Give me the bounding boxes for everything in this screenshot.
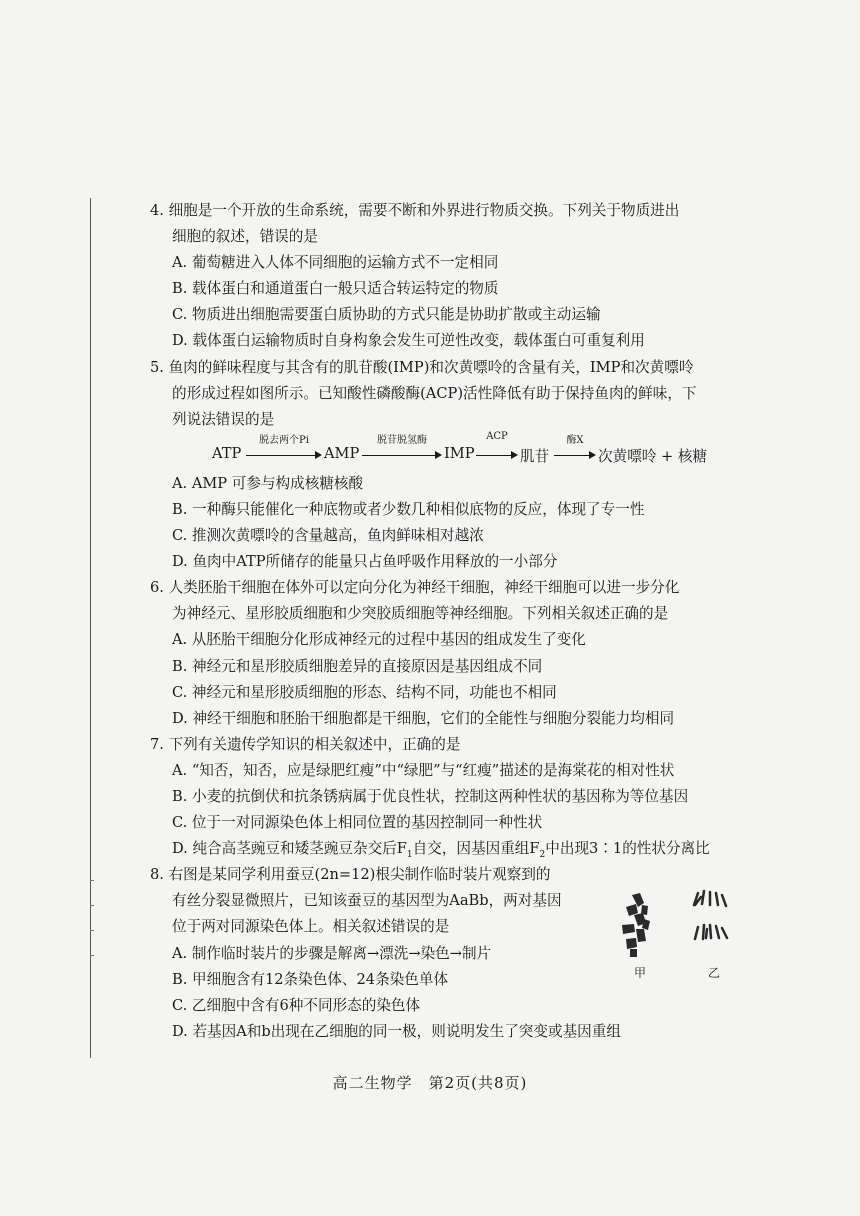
option-b: B. 一种酶只能催化一种底物或者少数几种相似底物的反应，体现了专一性 [172,500,645,518]
option-d: D. 若基因A和b出现在乙细胞的同一极，则说明发生了突变或基因重组 [172,1022,621,1040]
question-4 [150,198,790,355]
option-b: B. 小麦的抗倒伏和抗条锈病属于优良性状，控制这两种性状的基因称为等位基因 [172,787,689,805]
question-stem: 4. 细胞是一个开放的生命系统，需要不断和外界进行物质交换。下列关于物质进出 [150,202,680,219]
margin-tick [90,880,94,881]
arrow-label: 酶X [566,434,584,446]
subscript: 1 [406,850,413,861]
question-6 [150,575,790,732]
option-d: D. 神经干细胞和胚胎干细胞都是干细胞，它们的全能性与细胞分裂能力均相同 [172,709,675,727]
option-a: A. AMP 可参与构成核糖核酸 [172,474,364,492]
label-jia: 甲 [634,966,647,980]
question-stem: 有丝分裂显微照片，已知该蚕豆的基因型为AaBb，两对基因 [172,892,562,910]
option-b: B. 甲细胞含有12条染色体、24条染色单体 [172,970,449,988]
option-b: B. 神经元和星形胶质细胞差异的直接原因是基因组成不同 [172,657,543,675]
page-footer: 高二生物学 第2页(共8页) [332,1074,528,1092]
option-c: C. 乙细胞中含有6种不同形态的染色体 [172,996,421,1014]
question-stem: 5. 鱼肉的鲜味程度与其含有的肌苷酸(IMP)和次黄嘌呤的含量有关，IMP和次黄嘌呤 [150,358,694,376]
option-a: A. 制作临时装片的步骤是解离→漂洗→染色→制片 [172,944,492,962]
option-d: D. 鱼肉中ATP所储存的能量只占鱼呼吸作用释放的一小部分 [172,553,558,571]
option-text: 自交，因基因重组F [412,840,540,858]
node-inosine: 肌苷 [520,447,550,465]
node-products: 次黄嘌呤 + 核糖 [598,447,708,465]
label-yi: 乙 [708,966,721,980]
option-c: C. 推测次黄嘌呤的含量越高，鱼肉鲜味相对越浓 [172,527,484,545]
option-text: 中出现3∶1的性状分离比 [545,840,710,858]
question-stem: 7. 下列有关遗传学知识的相关叙述中，正确的是 [150,735,461,753]
option-c: C. 物质进出细胞需要蛋白质协助的方式只能是协助扩散或主动运输 [172,306,601,324]
question-7 [150,732,790,862]
option-text: D. 纯合高茎豌豆和矮茎豌豆杂交后F [172,840,407,858]
option-a: A. “知否，知否，应是绿肥红瘦”中“绿肥”与“红瘦”描述的是海棠花的相对性状 [172,761,675,779]
question-stem: 6. 人类胚胎干细胞在体外可以定向分化为神经干细胞，神经干细胞可以进一步分化 [150,579,680,597]
arrow-label: ACP [486,430,508,442]
subscript: 2 [539,850,546,861]
reaction-pathway [150,430,790,471]
margin-line [90,198,91,1058]
chromosome-micrograph [612,885,762,980]
margin-tick [90,955,94,956]
question-5 [150,355,790,576]
question-stem: 列说法错误的是 [172,410,275,428]
cell-jia-chromosomes [622,893,650,957]
question-stem: 细胞的叙述，错误的是 [172,228,318,246]
option-b: B. 载体蛋白和通道蛋白一般只适合转运特定的物质 [172,280,499,298]
question-stem: 的形成过程如图所示。已知酸性磷酸酶(ACP)活性降低有助于保持鱼肉的鲜味，下 [172,384,697,402]
micrograph-figure [612,885,762,980]
option-d: D. 载体蛋白运输物质时自身构象会发生可逆性改变，载体蛋白可重复利用 [172,332,645,350]
option-a: A. 从胚胎干细胞分化形成神经元的过程中基因的组成发生了变化 [172,631,586,649]
question-stem: 位于两对同源染色体上。相关叙述错误的是 [172,918,450,936]
cell-yi-chromosomes [694,891,727,939]
node-amp: AMP [324,444,360,462]
question-stem: 为神经元、星形胶质细胞和少突胶质细胞等神经细胞。下列相关叙述正确的是 [172,605,669,623]
arrow-label: 脱苷脱氢酶 [377,434,427,446]
option-c: C. 位于一对同源染色体上相同位置的基因控制同一种性状 [172,814,543,832]
question-stem: 8. 右图是某同学利用蚕豆(2n=12)根尖制作临时装片观察到的 [150,866,551,884]
node-imp: IMP [444,444,475,462]
node-atp: ATP [212,444,242,462]
option-d [150,836,790,862]
option-a: A. 葡萄糖进入人体不同细胞的运输方式不一定相同 [172,254,499,272]
margin-tick [90,930,94,931]
arrow-label: 脱去两个Pi [259,434,309,446]
margin-tick [90,905,94,906]
option-c: C. 神经元和星形胶质细胞的形态、结构不同，功能也不相同 [172,683,557,701]
